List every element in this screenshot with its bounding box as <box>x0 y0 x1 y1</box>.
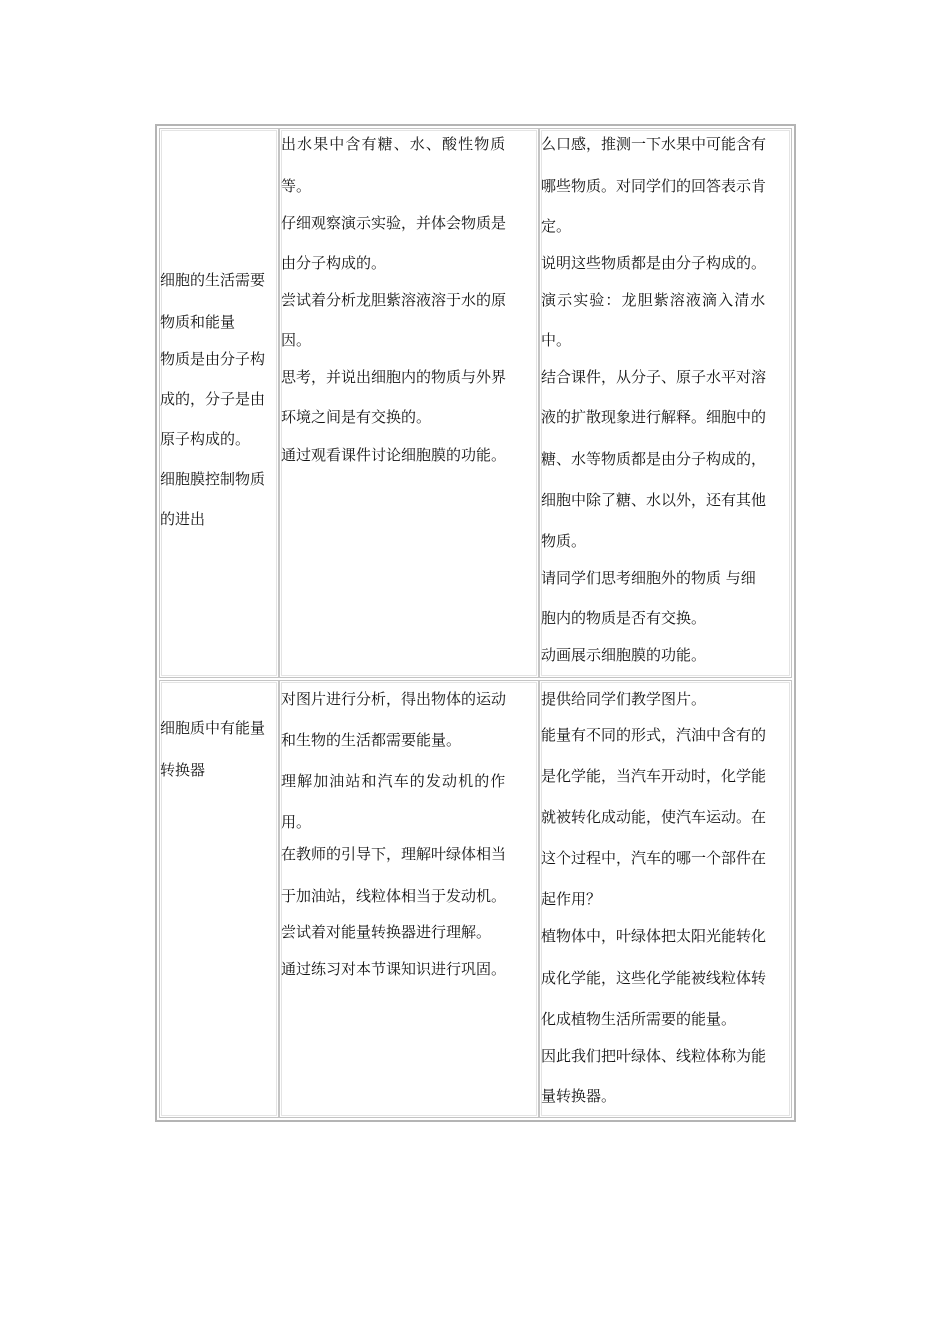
text-line: 成化学能，这些化学能被线粒体转 <box>541 969 767 987</box>
text-line: 细胞的生活需要 <box>160 271 266 289</box>
text-line: 物质和能量 <box>160 313 236 331</box>
text-line: 量转换器。 <box>541 1087 617 1105</box>
text-line: 中。 <box>541 331 572 349</box>
text-line: 原子构成的。 <box>160 430 251 448</box>
text-line: 就被转化成动能，使汽车运动。在 <box>541 808 767 826</box>
text-line: 么口感，推测一下水果中可能含有 <box>541 135 767 153</box>
text-line: 转换器 <box>160 761 206 779</box>
text-line: 哪些物质。对同学们的回答表示肯 <box>541 177 767 195</box>
text-line: 液的扩散现象进行解释。细胞中的 <box>541 408 767 426</box>
text-line: 通过观看课件讨论细胞膜的功能。 <box>281 446 507 464</box>
text-line: 这个过程中，汽车的哪一个部件在 <box>541 849 767 867</box>
row1-student-cell <box>279 128 539 678</box>
text-line: 说明这些物质都是由分子构成的。 <box>541 254 767 272</box>
text-line: 请同学们思考细胞外的物质 与细 <box>541 569 756 587</box>
text-line: 尝试着分析龙胆紫溶液溶于水的原 <box>281 291 507 309</box>
text-line: 结合课件，从分子、原子水平对溶 <box>541 368 767 386</box>
text-line: 于加油站，线粒体相当于发动机。 <box>281 887 507 905</box>
text-line: 糖、水等物质都是由分子构成的， <box>541 450 767 468</box>
text-line: 起作用？ <box>541 890 602 908</box>
text-line: 仔细观察演示实验，并体会物质是 <box>281 214 507 232</box>
text-line: 由分子构成的。 <box>281 254 387 272</box>
text-line: 环境之间是有交换的。 <box>281 408 432 426</box>
text-line: 能量有不同的形式，汽油中含有的 <box>541 726 767 744</box>
text-line: 对图片进行分析，得出物体的运动 <box>281 690 507 708</box>
text-line: 植物体中，叶绿体把太阳光能转化 <box>541 927 767 945</box>
text-line: 和生物的生活都需要能量。 <box>281 731 462 749</box>
text-line: 用。 <box>281 813 312 831</box>
text-line: 出水果中含有糖、水、酸性物质 <box>281 135 507 153</box>
text-line: 在教师的引导下，理解叶绿体相当 <box>281 845 507 863</box>
text-line: 细胞膜控制物质 <box>160 470 266 488</box>
row2-topic-cell <box>159 680 279 1118</box>
text-line: 物质是由分子构 <box>160 350 266 368</box>
text-line: 的进出 <box>160 510 206 528</box>
text-line: 动画展示细胞膜的功能。 <box>541 646 707 664</box>
text-line: 定。 <box>541 217 572 235</box>
text-line: 细胞质中有能量 <box>160 719 266 737</box>
row1-teacher-cell <box>539 128 792 678</box>
text-line: 提供给同学们教学图片。 <box>541 690 707 708</box>
text-line: 理解加油站和汽车的发动机的作 <box>281 772 507 790</box>
text-line: 演示实验：龙胆紫溶液滴入清水 <box>541 291 767 309</box>
text-line: 化成植物生活所需要的能量。 <box>541 1010 737 1028</box>
text-line: 尝试着对能量转换器进行理解。 <box>281 923 492 941</box>
text-line: 成的，分子是由 <box>160 390 266 408</box>
text-line: 物质。 <box>541 532 587 550</box>
text-line: 等。 <box>281 177 312 195</box>
text-line: 胞内的物质是否有交换。 <box>541 609 707 627</box>
text-line: 因此我们把叶绿体、线粒体称为能 <box>541 1047 767 1065</box>
text-line: 细胞中除了糖、水以外，还有其他 <box>541 491 767 509</box>
text-line: 通过练习对本节课知识进行巩固。 <box>281 960 507 978</box>
text-line: 是化学能，当汽车开动时，化学能 <box>541 767 767 785</box>
text-line: 因。 <box>281 331 312 349</box>
text-line: 思考，并说出细胞内的物质与外界 <box>281 368 507 386</box>
